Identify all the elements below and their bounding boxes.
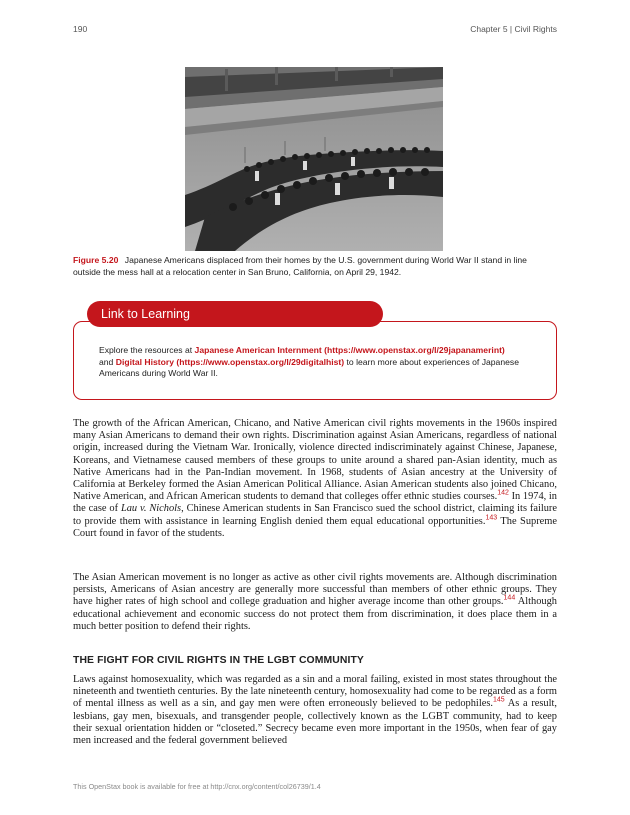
- paragraph-text: The growth of the African American, Chicano, and Native American civil rights movements in the 1960s inspired many Asian Americans to demand their own rights. Discrimination against Asian Americans, regardless of national origin, increased during the Vietnam War. Ironically, violence directed indiscriminately against Chinese, Japanese, Koreans, and Vietnamese caused members of these groups to unite around a shared pan-Asian identity, much as Native Americans had in the Pan-Indian movement. In 1968, students of Asian ancestry at the University of California at Berkeley formed the Asian American Political Alliance. Asian American students also joined Chicano, Native American, and African American students to demand that colleges offer ethnic studies courses.: [73, 418, 557, 503]
- link-to-learning-box: [73, 301, 557, 400]
- running-header: Chapter 5 | Civil Rights: [470, 24, 557, 34]
- paragraph-lgbt: [73, 674, 557, 747]
- link-to-learning-text: [99, 345, 519, 380]
- paragraph-text: Although educational achievement and economic success do not protect them from discrimination, it does place them in a much better position to defend their rights.: [73, 596, 557, 632]
- page-number: 190: [73, 24, 88, 34]
- page-footer: This OpenStax book is available for free at http://cnx.org/content/col26739/1.4: [73, 782, 321, 791]
- paragraph-asian-american-today: [73, 572, 557, 633]
- paragraph-text: The Asian American movement is no longer as active as other civil rights movements are. Although discrimination persists, Americans of Asian ancestry are generally more successful than members of other ethnic groups. They have higher rates of high school and college graduation and higher average income than other groups.: [73, 572, 557, 608]
- footnote-ref-144[interactable]: 144: [503, 594, 516, 602]
- ltl-text-after: to learn more about experiences of Japanese Americans during World War II.: [99, 356, 519, 379]
- case-name: Lau v. Nichols: [120, 503, 182, 515]
- paragraph-text: Laws against homosexuality, which was regarded as a sin and a moral failing, existed in most states throughout the nineteenth and twentieth centuries. By the late nineteenth century, homosexuality had come to be regarded as a form of mental illness as well as a sin, and gay men were often erroneously believed to be pedophiles.: [73, 674, 557, 710]
- footnote-ref-143[interactable]: 143: [485, 514, 498, 522]
- paragraph-text: As a result, lesbians, gay men, bisexuals, and transgender people, collectively known as the LGBT community, had to keep their sexual orientation hidden or “closeted.” Secrecy became even more important in the 1950s, when fear of gay men increased and the federal government believed: [73, 698, 557, 747]
- paragraph-text: , Chinese American students in San Francisco sued the school district, claiming its failure to provide them with assistance in learning English denied them equal educational opportunities.: [73, 503, 558, 527]
- footnote-ref-145[interactable]: 145: [492, 696, 505, 704]
- japanese-american-internment-link[interactable]: Japanese American Internment (https://www.openstax.org/l/29japanamerint): [194, 345, 505, 355]
- paragraph-text: In 1974, in the case of: [73, 491, 557, 515]
- figure-caption-text: Japanese Americans displaced from their homes by the U.S. government during World War II stand in line outside the mess hall at a relocation center in San Bruno, California, on April 29, 1942.: [73, 255, 527, 277]
- ltl-text-before: Explore the resources at: [99, 345, 195, 355]
- section-heading: THE FIGHT FOR CIVIL RIGHTS IN THE LGBT COMMUNITY: [73, 655, 364, 666]
- figure-caption: [73, 255, 557, 278]
- footnote-ref-142[interactable]: 142: [497, 489, 509, 497]
- paragraph-text: The Supreme Court found in favor of the students.: [73, 515, 557, 539]
- figure-photo: [185, 67, 443, 251]
- link-to-learning-title: Link to Learning: [101, 307, 190, 321]
- figure-label: Figure 5.20: [73, 255, 119, 265]
- ltl-text-middle: and: [99, 356, 116, 367]
- paragraph-asian-american-movement: [73, 418, 557, 540]
- digital-history-link[interactable]: Digital History (https://www.openstax.org/l/29digitalhist): [115, 356, 345, 367]
